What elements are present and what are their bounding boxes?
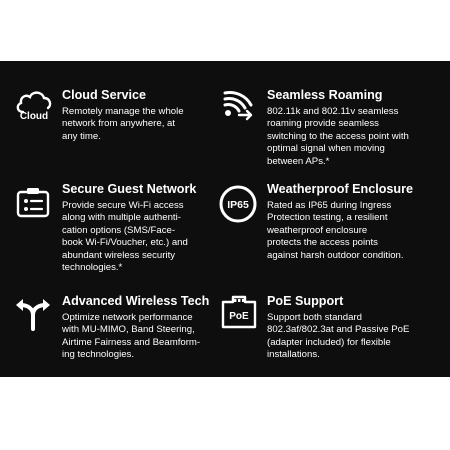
feature-title: Cloud Service — [62, 88, 146, 102]
feature-poe-support — [267, 294, 409, 362]
feature-seamless-roaming — [267, 88, 409, 168]
feature-advanced-wireless-tech — [62, 294, 209, 362]
feature-title: PoE Support — [267, 294, 344, 308]
feature-description: Rated as IP65 during Ingress Protection testing, a resilient weatherproof enclosure protects the access points against harsh outdoor condition. — [267, 200, 404, 261]
split-arrows-icon — [13, 295, 53, 331]
poe-icon-label: PoE — [229, 311, 249, 322]
feature-title: Advanced Wireless Tech — [62, 294, 210, 308]
feature-description: Provide secure Wi-Fi access along with multiple authenti- cation options (SMS/Face- book Wi-Fi/Voucher, etc.) and abundant wireless security technologies.* — [62, 200, 188, 274]
ip65-badge-label: IP65 — [227, 199, 249, 211]
cloud-icon — [14, 88, 54, 122]
feature-secure-guest-network — [62, 182, 196, 274]
guest-network-icon — [16, 186, 50, 220]
feature-cloud-service — [62, 88, 184, 143]
feature-title: Secure Guest Network — [62, 182, 197, 196]
features-panel — [0, 61, 450, 377]
feature-description: Support both standard 802.3af/802.3at and Passive PoE (adapter included) for flexible installations. — [267, 312, 410, 361]
feature-description: Optimize network performance with MU-MIMO, Band Steering, Airtime Fairness and Beamform- ing technologies. — [62, 312, 201, 361]
feature-description: 802.11k and 802.11v seamless roaming provide seamless switching to the access point with optimal signal when moving between APs.* — [267, 106, 409, 167]
ip65-badge-icon — [218, 184, 258, 224]
feature-title: Seamless Roaming — [267, 88, 383, 102]
poe-port-icon — [221, 294, 257, 330]
feature-weatherproof-enclosure — [267, 182, 413, 262]
feature-title: Weatherproof Enclosure — [267, 182, 414, 196]
roaming-signal-icon — [218, 85, 258, 125]
cloud-icon-label: Cloud — [19, 111, 49, 122]
feature-description: Remotely manage the whole network from anywhere, at any time. — [62, 106, 184, 142]
